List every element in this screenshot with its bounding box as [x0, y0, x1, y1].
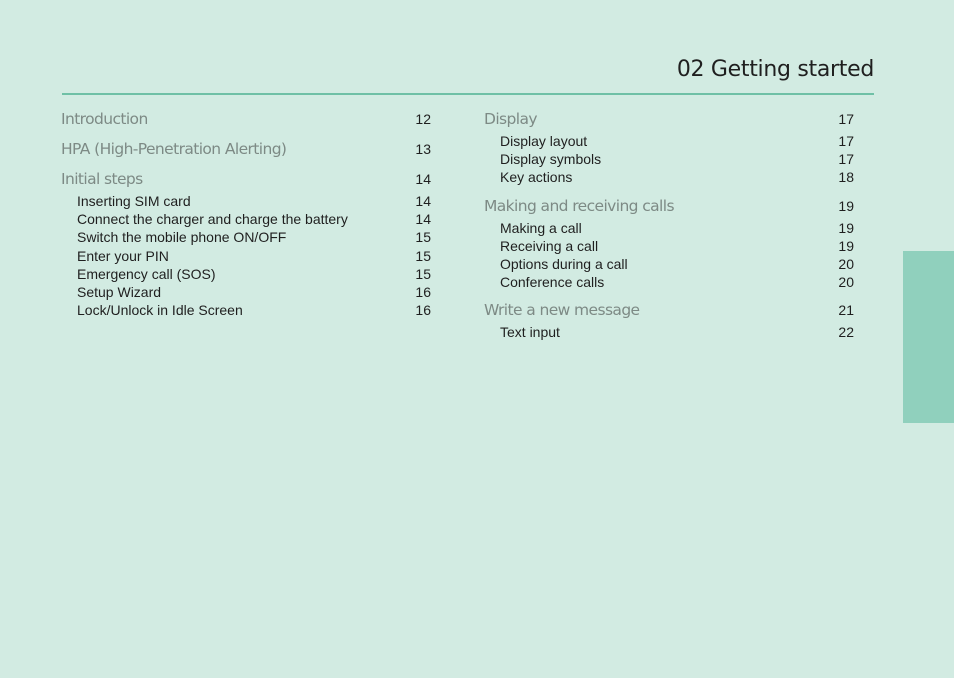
toc-item[interactable]: [61, 265, 431, 283]
toc-column-left: [61, 108, 431, 327]
toc-column-right: [484, 108, 854, 350]
toc-page-number: 17: [838, 111, 854, 127]
toc-page-number: 22: [838, 324, 854, 341]
toc-section-title: Introduction: [61, 110, 148, 128]
toc-item-label: Display symbols: [500, 151, 602, 168]
toc-section-heading[interactable]: [61, 168, 431, 190]
toc-item-label: Lock/Unlock in Idle Screen: [77, 302, 243, 319]
toc-section-heading[interactable]: [484, 195, 854, 217]
toc-item-label: Enter your PIN: [77, 247, 169, 264]
toc-item[interactable]: [61, 192, 431, 210]
toc-item[interactable]: [61, 228, 431, 246]
toc-page-number: 19: [838, 197, 854, 214]
toc-page-number: 14: [415, 193, 431, 209]
toc-item-label: Emergency call (SOS): [77, 265, 216, 282]
chapter-tab: [903, 251, 954, 423]
toc-item[interactable]: [484, 132, 854, 150]
page-title: 02 Getting started: [676, 57, 874, 82]
toc-section-heading[interactable]: [61, 138, 431, 160]
toc-page-number: 16: [415, 283, 431, 300]
toc-item-label: Receiving a call: [500, 237, 599, 254]
toc-page-number: 14: [415, 211, 431, 228]
toc-item[interactable]: [61, 301, 431, 319]
toc-page-number: 15: [415, 229, 431, 246]
toc-section-initial-steps: [61, 168, 431, 319]
toc-section-title: HPA (High-Penetration Alerting): [61, 140, 287, 158]
toc-item-label: Connect the charger and charge the battery: [77, 211, 348, 228]
toc-item-label: Text input: [500, 324, 560, 341]
toc-item[interactable]: [484, 255, 854, 273]
toc-item[interactable]: [484, 237, 854, 255]
toc-page-number: 12: [415, 111, 431, 127]
toc-item-list: [484, 132, 854, 187]
toc-item-label: Setup Wizard: [77, 283, 162, 300]
toc-section-display: [484, 108, 854, 187]
toc-section-title: Initial steps: [61, 170, 143, 188]
toc-item-label: Switch the mobile phone ON/OFF: [77, 229, 287, 246]
toc-item[interactable]: [484, 219, 854, 237]
toc-section-introduction: [61, 108, 431, 130]
toc-section-heading[interactable]: [61, 108, 431, 130]
toc-page-number: 21: [838, 302, 854, 319]
toc-item[interactable]: [61, 210, 431, 228]
toc-page-number: 15: [415, 265, 431, 282]
toc-page-number: 18: [838, 169, 854, 186]
toc-item-label: Key actions: [500, 169, 573, 186]
toc-item-list: [484, 219, 854, 292]
toc-page-number: 17: [838, 151, 854, 168]
toc-item-label: Display layout: [500, 133, 588, 149]
toc-item[interactable]: [61, 283, 431, 301]
toc-item[interactable]: [484, 150, 854, 168]
toc-section-hpa: [61, 138, 431, 160]
toc-item-list: [484, 323, 854, 341]
toc-page-number: 20: [838, 255, 854, 272]
toc-item-label: Making a call: [500, 219, 582, 236]
header-divider: [62, 93, 874, 95]
toc-section-message: [484, 299, 854, 341]
toc-item[interactable]: [61, 247, 431, 265]
toc-page-number: 14: [415, 171, 431, 187]
toc-section-title: Display: [484, 110, 537, 128]
toc-section-heading[interactable]: [484, 299, 854, 321]
toc-section-heading[interactable]: [484, 108, 854, 130]
toc-section-title: Making and receiving calls: [484, 196, 674, 215]
toc-page-number: 15: [415, 247, 431, 264]
toc-page-number: 19: [838, 219, 854, 236]
toc-page-number: 13: [415, 141, 431, 157]
toc-item[interactable]: [484, 323, 854, 341]
toc-page-number: 17: [838, 133, 854, 149]
toc-section-calls: [484, 195, 854, 292]
toc-item-label: Options during a call: [500, 255, 628, 272]
toc-page-number: 19: [838, 237, 854, 254]
toc-section-title: Write a new message: [484, 301, 640, 320]
toc-item-list: [61, 192, 431, 319]
toc-item-label: Conference calls: [500, 274, 605, 291]
toc-item-label: Inserting SIM card: [77, 193, 191, 209]
toc-page-number: 20: [838, 274, 854, 291]
toc-page-number: 16: [415, 302, 431, 319]
toc-item[interactable]: [484, 168, 854, 186]
toc-item[interactable]: [484, 273, 854, 291]
